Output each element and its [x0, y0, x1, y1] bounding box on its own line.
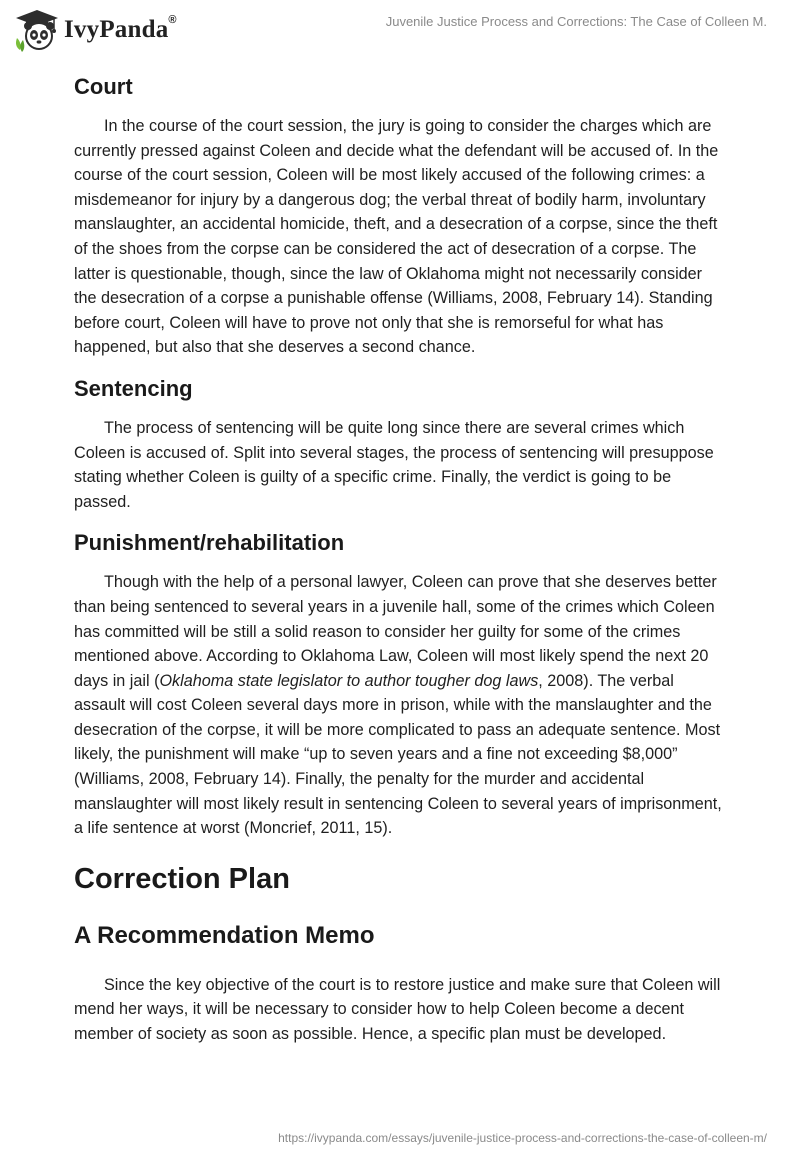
ivypanda-logo[interactable]: [14, 8, 177, 52]
heading-court: Court: [74, 74, 133, 99]
document-title: Juvenile Justice Process and Corrections: The Case of Colleen M.: [385, 14, 767, 29]
heading-correction-plan: Correction Plan: [74, 862, 290, 895]
article-body: [74, 72, 726, 1047]
paragraph-sentencing: The process of sentencing will be quite long since there are several crimes which Coleen is accused of. Split into several stages, the process of sentencing will presuppose stating whether Coleen is guilty of a specific crime. Finally, the verdict is going to be passed.: [74, 418, 714, 511]
source-url[interactable]: https://ivypanda.com/essays/juvenile-justice-process-and-corrections-the-case-of-colleen-m/: [278, 1131, 767, 1145]
panda-mascot-icon: [14, 8, 60, 52]
paragraph-memo: Since the key objective of the court is to restore justice and make sure that Coleen will mend her ways, it will be necessary to consider how to help Coleen become a decent member of society as soon as possible. Hence, a specific plan must be developed.: [74, 975, 721, 1044]
heading-recommendation-memo: A Recommendation Memo: [74, 921, 375, 949]
heading-sentencing: Sentencing: [74, 375, 193, 401]
trademark-mark: ®: [168, 14, 177, 26]
paragraph-court: In the course of the court session, the jury is going to consider the charges which are currently pressed against Coleen and decide what the defendant will be accused of. In the course of the court session, Coleen will be most likely accused of the following crimes: a misdemeanor for injury by a dangerous dog; the verbal threat of bodily harm, involuntary manslaughter, an accidental homicide, theft, and a desecration of a corpse, since the theft of the shoes from the corpse can be considered the act of desecration of a corpse. The latter is questionable, though, since the law of Oklahoma might not necessarily consider the desecration of a corpse a punishable offense (Williams, 2008, February 14). Standing before court, Coleen will have to prove not only that she is remorseful for what has happened, but also that she deserves a second chance.: [74, 117, 719, 357]
paragraph-punishment-part1: Though with the help of a personal lawyer, Coleen can prove that she deserves better than being sentenced to several years in a juvenile hall, some of the crimes which Coleen has committed will be still a solid reason to consider her guilty for some of the crimes mentioned above. According to Oklahoma Law, Coleen will most likely spend the next 20 days in jail (: [74, 573, 717, 690]
heading-punishment: Punishment/rehabilitation: [74, 530, 345, 556]
cited-title: Oklahoma state legislator to author tougher dog laws: [159, 671, 539, 690]
brand-name: IvyPanda®: [64, 14, 177, 43]
page-header: [0, 0, 800, 60]
paragraph-punishment: [74, 570, 726, 841]
paragraph-punishment-part2: , 2008). The verbal assault will cost Coleen several days more in prison, while with the manslaughter and the desecration of the corpse, it will be more complicated to pass an adequate sentence. Most likely, the punishment will make “up to seven years and a fine not exceeding $8,000” (Williams, 2008, February 14). Finally, the penalty for the murder and accidental manslaughter will most likely result in sentencing Coleen to several years of imprisonment, a life sentence at worst (Moncrief, 2011, 15).: [74, 671, 722, 838]
